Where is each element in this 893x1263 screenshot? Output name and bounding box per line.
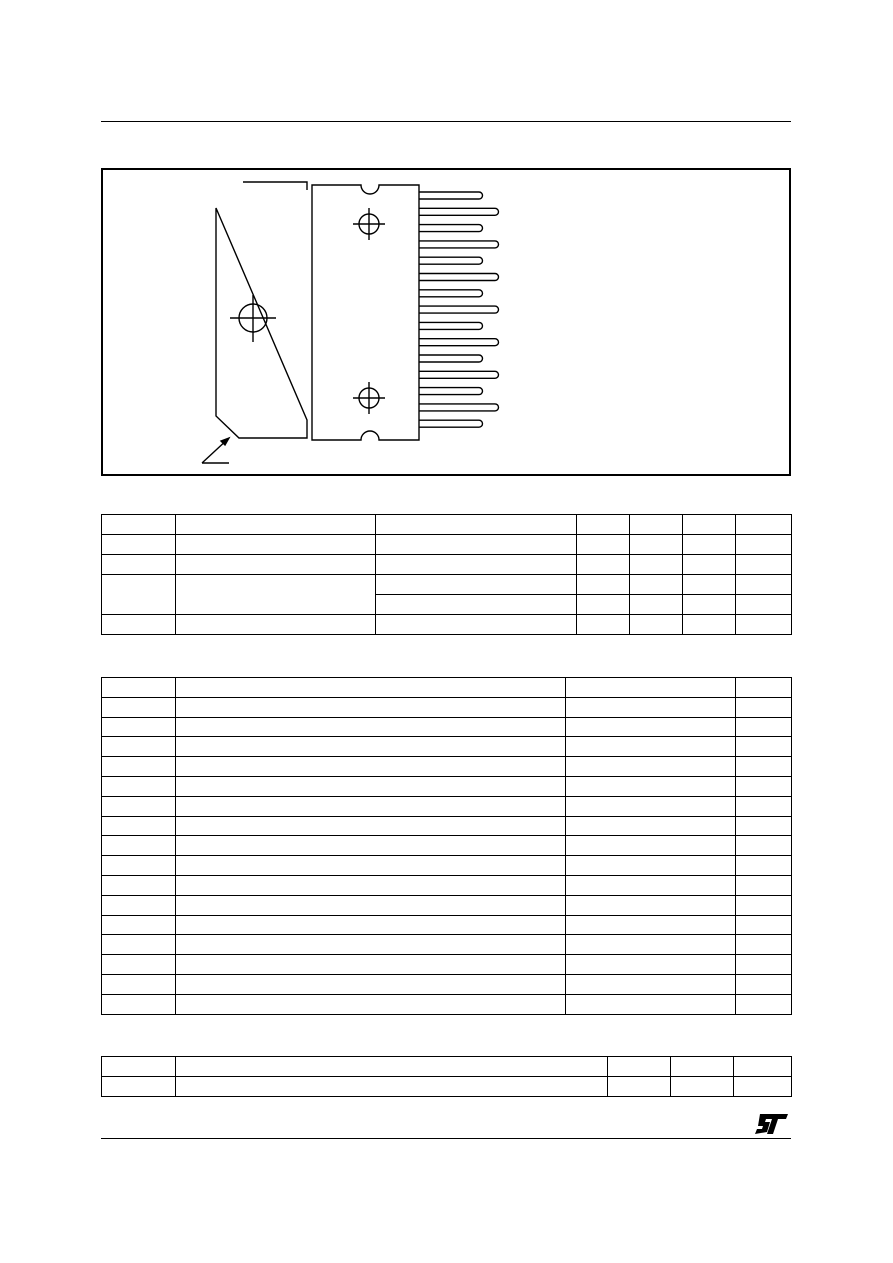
table-row bbox=[102, 697, 792, 717]
table-row bbox=[102, 875, 792, 895]
st-logo-icon bbox=[754, 1112, 790, 1136]
package-lead bbox=[419, 404, 499, 411]
package-body-outline bbox=[312, 185, 419, 440]
table-row bbox=[102, 678, 792, 698]
package-lead bbox=[419, 388, 483, 395]
package-lead bbox=[419, 322, 483, 329]
table-row bbox=[102, 994, 792, 1014]
thermal-data-table bbox=[101, 1056, 792, 1097]
package-lead bbox=[419, 192, 483, 199]
table-row bbox=[102, 836, 792, 856]
table-row bbox=[102, 555, 792, 575]
package-drawing-frame bbox=[101, 168, 791, 476]
header-rule bbox=[101, 121, 791, 122]
table-row bbox=[102, 955, 792, 975]
footer-rule bbox=[101, 1138, 791, 1139]
table-row bbox=[102, 757, 792, 777]
package-lead bbox=[419, 420, 483, 427]
table-row bbox=[102, 974, 792, 994]
table-row bbox=[102, 615, 792, 635]
table-row bbox=[102, 575, 792, 595]
table-row bbox=[102, 1077, 792, 1097]
absolute-maximum-ratings-table bbox=[101, 677, 792, 1015]
package-lead bbox=[419, 257, 483, 264]
table-row bbox=[102, 856, 792, 876]
table-row bbox=[102, 535, 792, 555]
table-row bbox=[102, 717, 792, 737]
package-lead bbox=[419, 371, 499, 378]
table-row bbox=[102, 776, 792, 796]
table-row bbox=[102, 816, 792, 836]
package-lead bbox=[419, 208, 499, 215]
package-lead bbox=[419, 274, 499, 281]
pin-connection-table bbox=[101, 514, 792, 635]
package-lead bbox=[419, 306, 499, 313]
package-leads bbox=[419, 192, 499, 427]
table-row bbox=[102, 737, 792, 757]
table-row bbox=[102, 796, 792, 816]
heatsink-tab-outline bbox=[216, 182, 307, 438]
package-outline-drawing bbox=[103, 170, 793, 478]
package-lead bbox=[419, 241, 499, 248]
table-row bbox=[102, 1057, 792, 1077]
package-lead bbox=[419, 355, 483, 362]
package-lead bbox=[419, 339, 499, 346]
table-row bbox=[102, 935, 792, 955]
table-row bbox=[102, 895, 792, 915]
package-lead bbox=[419, 225, 483, 232]
table-row bbox=[102, 515, 792, 535]
table-row bbox=[102, 915, 792, 935]
package-lead bbox=[419, 290, 483, 297]
